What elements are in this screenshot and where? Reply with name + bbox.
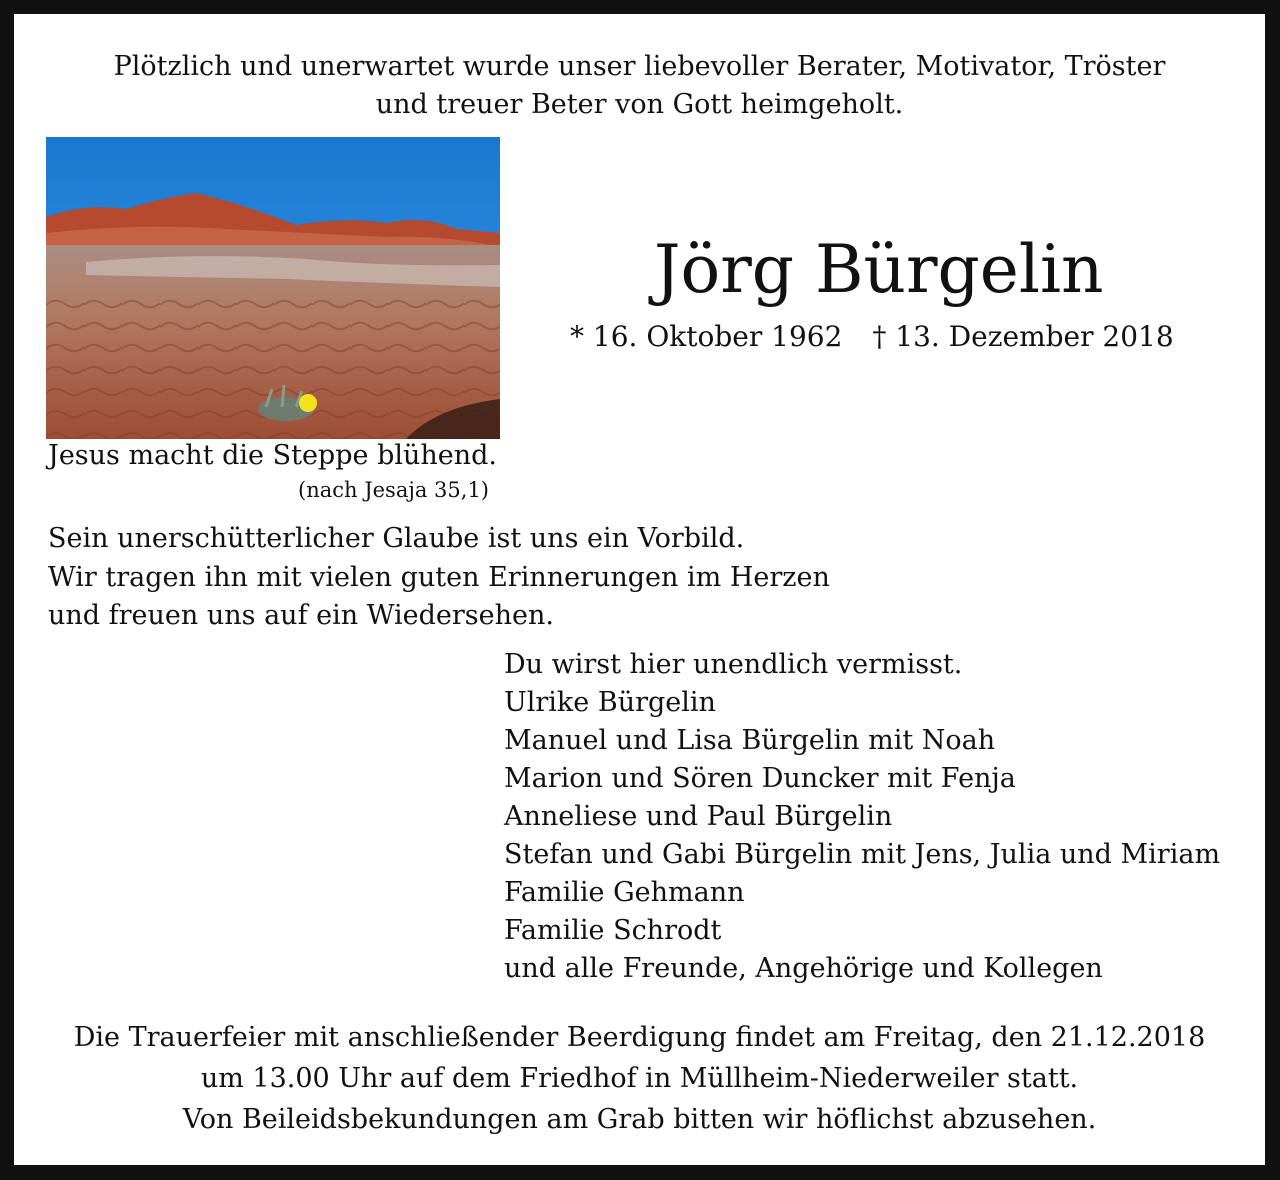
mourners-heading: Du wirst hier unendlich vermisst. [504,649,963,680]
bible-quote: Jesus macht die Steppe blühend. [48,440,497,471]
intro-line: und treuer Beter von Gott heimgeholt. [375,89,904,120]
funeral-line: Die Trauerfeier mit anschließender Beerdigung findet am Freitag, den 21.12.2018 [73,1022,1206,1053]
life-dates [570,317,1174,357]
funeral-notice [14,1017,1265,1140]
mourner-entry: und alle Freunde, Angehörige und Kollegen [504,953,1103,984]
funeral-line: um 13.00 Uhr auf dem Friedhof in Müllheim-Niederweiler statt. [200,1063,1079,1094]
deceased-name: Jörg Bürgelin [654,231,1104,308]
death-date: † 13. Dezember 2018 [872,320,1174,353]
mourner-entry: Marion und Sören Duncker mit Fenja [504,763,1016,794]
mourner-entry: Familie Gehmann [504,877,745,908]
desert-photo [46,137,500,439]
mourner-entry: Ulrike Bürgelin [504,687,716,718]
mourners-list [504,646,1220,988]
faith-text [48,520,830,636]
bible-quote-source: (nach Jesaja 35,1) [298,478,489,502]
faith-line: Wir tragen ihn mit vielen guten Erinnerungen im Herzen [48,561,830,593]
funeral-line: Von Beileidsbekundungen am Grab bitten wir höflichst abzusehen. [182,1104,1097,1135]
desert-dunes-with-yellow-flower-photo [46,137,500,439]
mourner-entry: Manuel und Lisa Bürgelin mit Noah [504,725,996,756]
intro-line: Plötzlich und unerwartet wurde unser liebevoller Berater, Motivator, Tröster [113,51,1166,82]
mourner-entry: Anneliese und Paul Bürgelin [504,801,893,832]
faith-line: und freuen uns auf ein Wiedersehen. [48,600,554,631]
mourner-entry: Familie Schrodt [504,915,722,946]
faith-line: Sein unerschütterlicher Glaube ist uns ein Vorbild. [48,523,745,554]
obituary-card [14,14,1265,1165]
mourner-entry: Stefan und Gabi Bürgelin mit Jens, Julia und Miriam [504,839,1221,870]
birth-date: * 16. Oktober 1962 [570,320,843,353]
intro-text [14,48,1265,124]
